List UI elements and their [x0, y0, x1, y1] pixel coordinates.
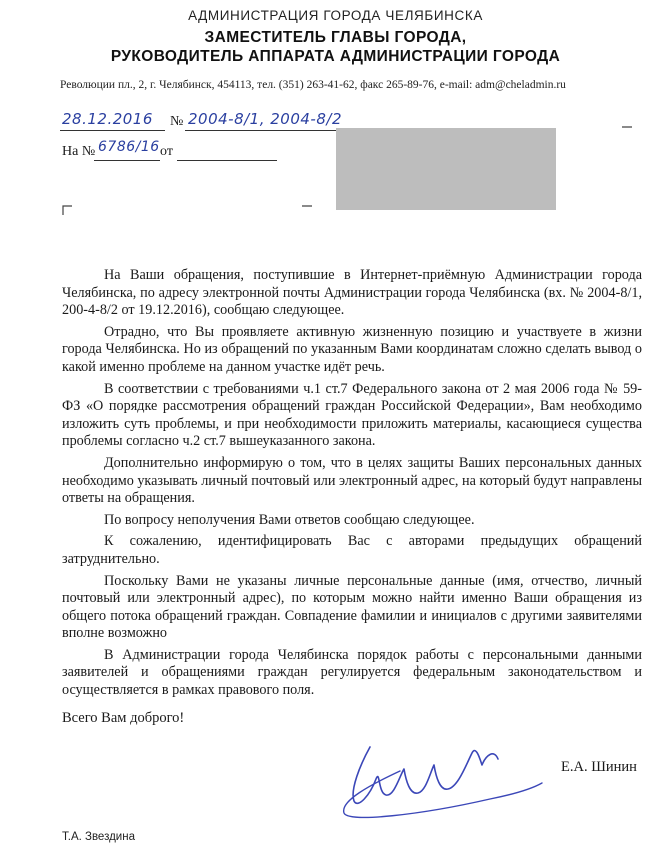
ref-from-label: от [160, 144, 173, 159]
outgoing-number: 2004-8/1, 2004-8/2 [188, 110, 342, 128]
contact-details: Революции пл., 2, г. Челябинск, 454113, тел. (351) 263-41-62, факс 265-89-76, e-mail: adm@cheladmin.ru [60, 79, 566, 91]
position-title-line1: ЗАМЕСТИТЕЛЬ ГЛАВЫ ГОРОДА, [204, 29, 467, 46]
signatory-name: Е.А. Шинин [561, 759, 637, 775]
ref-label: На № [62, 144, 96, 159]
paragraph: Поскольку Вами не указаны личные персональные данные (имя, отчество, личный почтовый или электронный адрес), по которым можно найти именно Ваши обращения из общего потока обращений граждан. Совпадение фамилии и инициалов с другими заявителями вполне возможно [62, 572, 642, 642]
org-name: АДМИНИСТРАЦИЯ ГОРОДА ЧЕЛЯБИНСКА [188, 8, 483, 23]
corner-mark-bottom-right [302, 205, 312, 215]
outgoing-date: 28.12.2016 [62, 110, 153, 128]
position-title-line2: РУКОВОДИТЕЛЬ АППАРАТА АДМИНИСТРАЦИИ ГОРОДА [110, 48, 561, 65]
corner-mark-bottom-left [62, 205, 72, 215]
paragraph: По вопросу неполучения Вами ответов сообщаю следующее. [104, 511, 475, 528]
redacted-addressee [336, 128, 556, 210]
closing-greeting: Всего Вам доброго! [62, 710, 185, 726]
corner-mark-top-right [622, 126, 632, 136]
paragraph: К сожалению, идентифицировать Вас с авторами предыдущих обращений затруднительно. [62, 533, 642, 567]
paragraph: В соответствии с требованиями ч.1 ст.7 Федерального закона от 2 мая 2006 года № 59-ФЗ «О порядке рассмотрения обращений граждан Российской Федерации», Вам необходимо изложить суть проблемы, и при необходимости приложить материалы, касающиеся существа проблемы согласно ч.2 ст.7 вышеуказанного закона. [62, 380, 642, 450]
executor-name: Т.А. Звездина [62, 831, 135, 843]
ref-number: 6786/16 [98, 139, 160, 155]
letter-body [62, 267, 642, 700]
paragraph: На Ваши обращения, поступившие в Интернет-приёмную Администрации города Челябинска, по адресу электронной почты Администрации города Челябинска (вх. № 2004-8/1, 200-4-8/2 от 19.12.2016), сообщаю следующее. [62, 267, 642, 319]
paragraph: В Администрации города Челябинска порядок работы с персональными данными заявителей и обращениями граждан регулируется федеральным законодательством и осуществляется в рамках правового поля. [62, 646, 642, 699]
handwritten-signature [330, 735, 550, 825]
number-label: № [170, 114, 184, 129]
paragraph: Отрадно, что Вы проявляете активную жизненную позицию и участвуете в жизни города Челябинска. Но из обращений по указанным Вами координатам сложно сделать вывод о какой именно проблеме на данном участке идёт речь. [62, 323, 642, 375]
registration-block [60, 108, 380, 168]
paragraph: Дополнительно информирую о том, что в целях защиты Ваших персональных данных необходимо указывать личный почтовый или электронный адрес, на который будут направлены ответы на обращения. [62, 454, 643, 507]
